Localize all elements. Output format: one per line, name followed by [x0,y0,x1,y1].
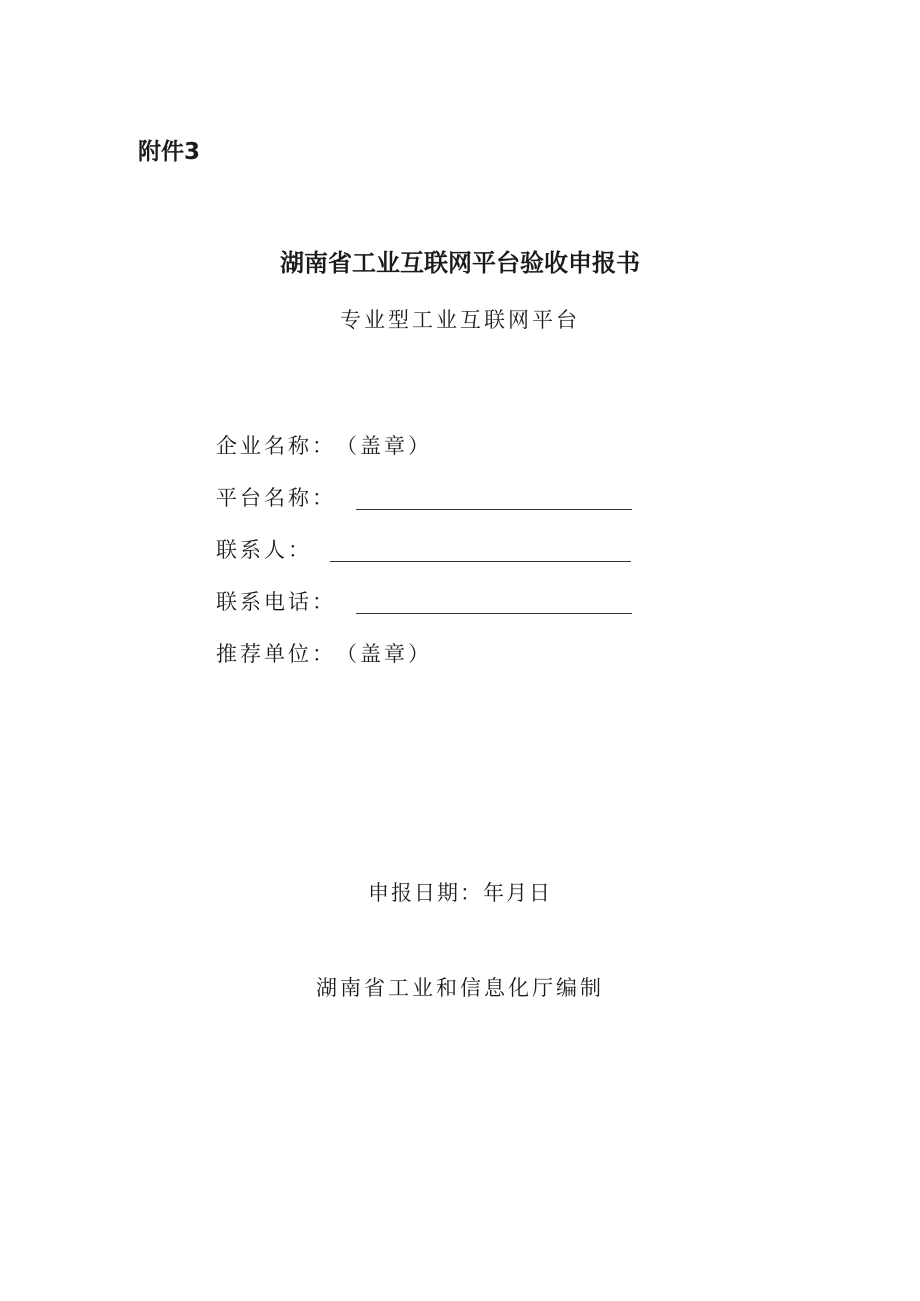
field-platform-name-blank[interactable] [356,487,632,510]
attachment-label: 附件3 [138,139,201,165]
field-company-name-label: 企业名称： [216,434,336,458]
field-company-name-seal: （盖章） [336,434,432,458]
field-contact-phone [216,586,632,616]
field-contact-person [216,534,631,564]
issuer-line: 湖南省工业和信息化厅编制 [316,976,604,1000]
field-platform-name [216,482,632,512]
field-company-name [216,430,432,460]
field-contact-person-label: 联系人： [216,538,312,562]
field-contact-person-blank[interactable] [330,539,631,562]
field-contact-phone-blank[interactable] [356,591,632,614]
application-date-line: 申报日期：年月日 [368,881,552,905]
field-recommending-unit-seal: （盖章） [336,642,432,666]
document-title: 湖南省工业互联网平台验收申报书 [280,249,640,277]
field-recommending-unit [216,638,432,668]
field-contact-phone-label: 联系电话： [216,590,336,614]
document-subtitle: 专业型工业互联网平台 [340,308,580,332]
field-platform-name-label: 平台名称： [216,486,336,510]
field-recommending-unit-label: 推荐单位： [216,642,336,666]
